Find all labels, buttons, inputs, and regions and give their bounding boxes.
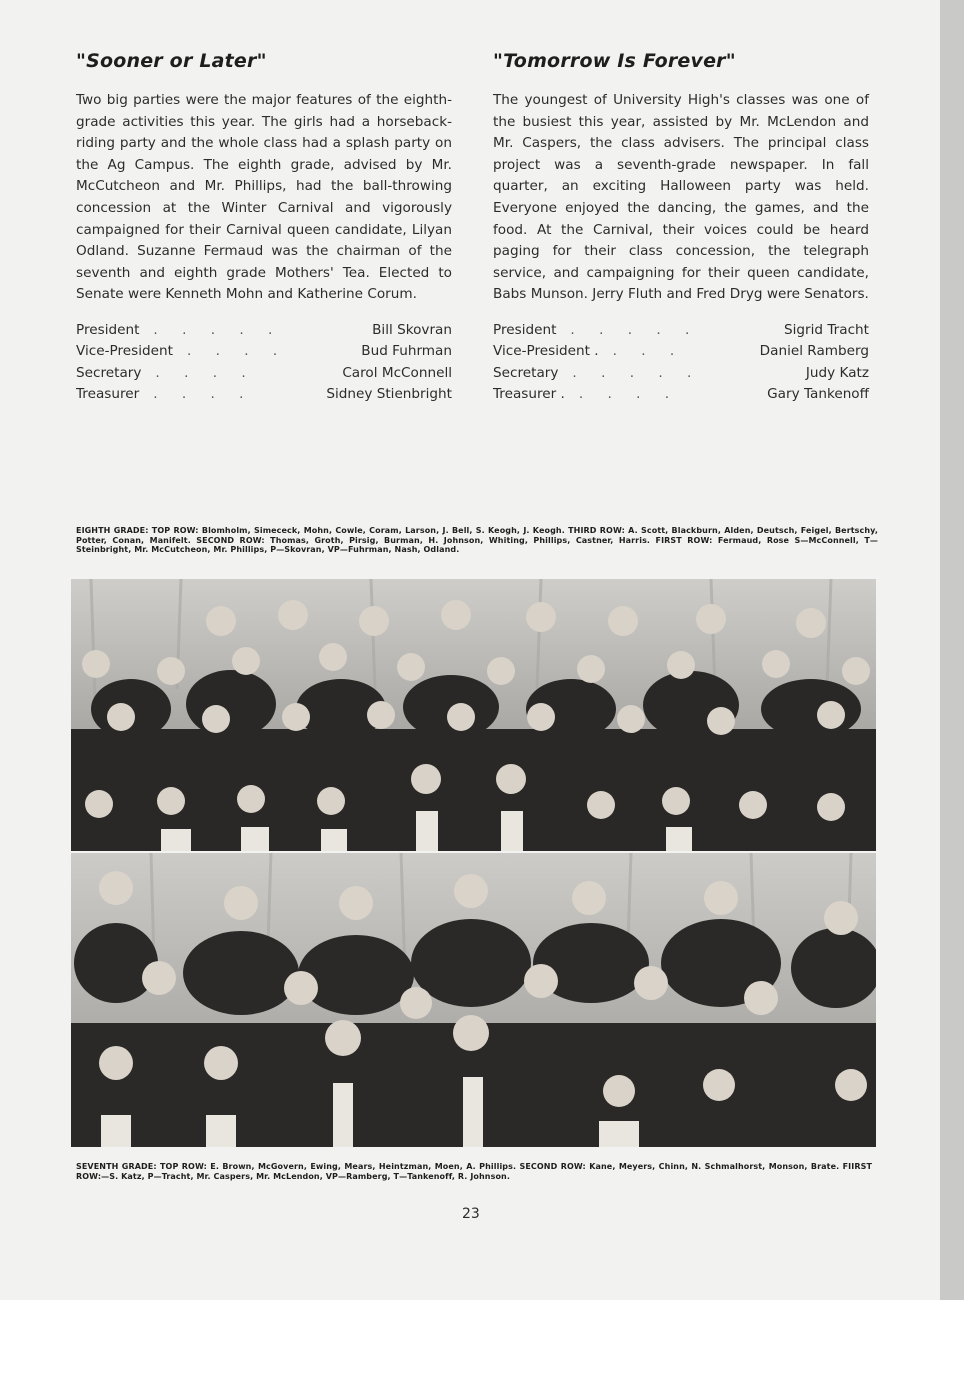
leader-dots: . . . . . xyxy=(572,364,702,381)
leader-dots: . . . . xyxy=(578,386,680,403)
leader-dots: . . . . . xyxy=(153,321,283,338)
officer-role: Treasurer xyxy=(76,386,140,403)
leader-dots: . . . . xyxy=(186,343,288,360)
officer-row xyxy=(76,320,452,342)
leader-dots: . . . . xyxy=(155,364,256,381)
officer-row xyxy=(76,341,452,363)
leader-dots: . . . . xyxy=(153,386,254,403)
seventh-grade-officers xyxy=(493,320,869,406)
officer-row xyxy=(493,384,869,406)
officer-role: Vice-President xyxy=(76,343,173,360)
page-number: 23 xyxy=(462,1206,480,1222)
officer-name: Judy Katz xyxy=(805,364,869,381)
eighth-grade-class-photo xyxy=(71,579,876,851)
officer-role: President xyxy=(493,321,557,338)
eighth-grade-officers xyxy=(76,320,452,406)
class-photo-icon xyxy=(71,853,876,1147)
leader-dots: . . . xyxy=(612,343,685,360)
officer-role: President xyxy=(76,321,140,338)
eighth-grade-body: Two big parties were the major features of the eighth-grade activities this year. The girls had a horseback-riding party and the whole class had a splash party on the Ag Campus. The eighth grade, advised by Mr. McCutcheon and Mr. Phillips, had the ball-throwing concession at the Winter Carnival and vigorously campaigned for their Carnival queen candidate, Lilyan Odland. Suzanne Fermaud was the chairman of the seventh and eighth grade Mothers' Tea. Elected to Senate were Kenneth Mohn and Katherine Corum. xyxy=(76,92,452,303)
officer-name: Carol McConnell xyxy=(342,364,452,381)
officer-row xyxy=(493,363,869,385)
officer-role: Treasurer . xyxy=(493,386,565,403)
officer-row xyxy=(76,363,452,385)
officer-row xyxy=(76,384,452,406)
class-photo-icon xyxy=(71,579,876,851)
officer-role: Secretary xyxy=(493,364,559,381)
officer-name: Gary Tankenoff xyxy=(767,386,869,403)
eighth-grade-title: "Sooner or Later" xyxy=(76,50,267,72)
officer-role: Secretary xyxy=(76,364,142,381)
seventh-grade-caption: SEVENTH GRADE: TOP ROW: E. Brown, McGovern, Ewing, Mears, Heintzman, Moen, A. Phillips. SECOND ROW: Kane, Meyers, Chinn, N. Schmalhorst, Monson, Brate. FIIRST ROW:—S. Katz, P—Tracht, Mr. Caspers, Mr. McLendon, VP—Ramberg, T—Tankenoff, R. Johnson. xyxy=(76,1162,872,1181)
officer-name: Sigrid Tracht xyxy=(784,321,869,338)
eighth-grade-article xyxy=(76,50,452,406)
seventh-grade-article xyxy=(493,50,869,406)
seventh-grade-body: The youngest of University High's classes was one of the busiest this year, assisted by Mr. McLendon and Mr. Caspers, the class advisers. The principal class project was a seventh-grade newspaper. In fall quarter, an exciting Halloween party was held. Everyone enjoyed the dancing, the games, and the food. At the Carnival, their voices could be heard paging for their class concession, the telegraph service, and campaigning for their queen candidate, Babs Munson. Jerry Fluth and Fred Dryg were Senators. xyxy=(493,92,869,303)
leader-dots: . . . . . xyxy=(570,321,700,338)
officer-name: Daniel Ramberg xyxy=(759,343,869,360)
officer-name: Bud Fuhrman xyxy=(361,343,452,360)
officer-row xyxy=(493,341,869,363)
seventh-grade-title: "Tomorrow Is Forever" xyxy=(493,50,736,72)
officer-name: Bill Skovran xyxy=(372,321,452,338)
eighth-grade-caption: EIGHTH GRADE: TOP ROW: Blomholm, Simececk, Mohn, Cowle, Coram, Larson, J. Bell, S. Keogh, J. Keogh. THIRD ROW: A. Scott, Blackburn, Alden, Deutsch, Feigel, Bertschy, Potter, Conan, Manifelt. SECOND ROW: Thomas, Groth, Pirsig, Burman, H. Johnson, Whiting, Phillips, Castner, Harris. FIRST ROW: Fermaud, Rose S—McConnell, T—Steinbright, Mr. McCutcheon, Mr. Phillips, P—Skovran, VP—Fuhrman, Nash, Odland. xyxy=(76,526,878,555)
officer-row xyxy=(493,320,869,342)
bottom-margin xyxy=(0,1300,964,1390)
page-edge xyxy=(940,0,964,1300)
seventh-grade-class-photo xyxy=(71,853,876,1147)
officer-role: Vice-President . xyxy=(493,343,599,360)
officer-name: Sidney Stienbright xyxy=(326,386,452,403)
